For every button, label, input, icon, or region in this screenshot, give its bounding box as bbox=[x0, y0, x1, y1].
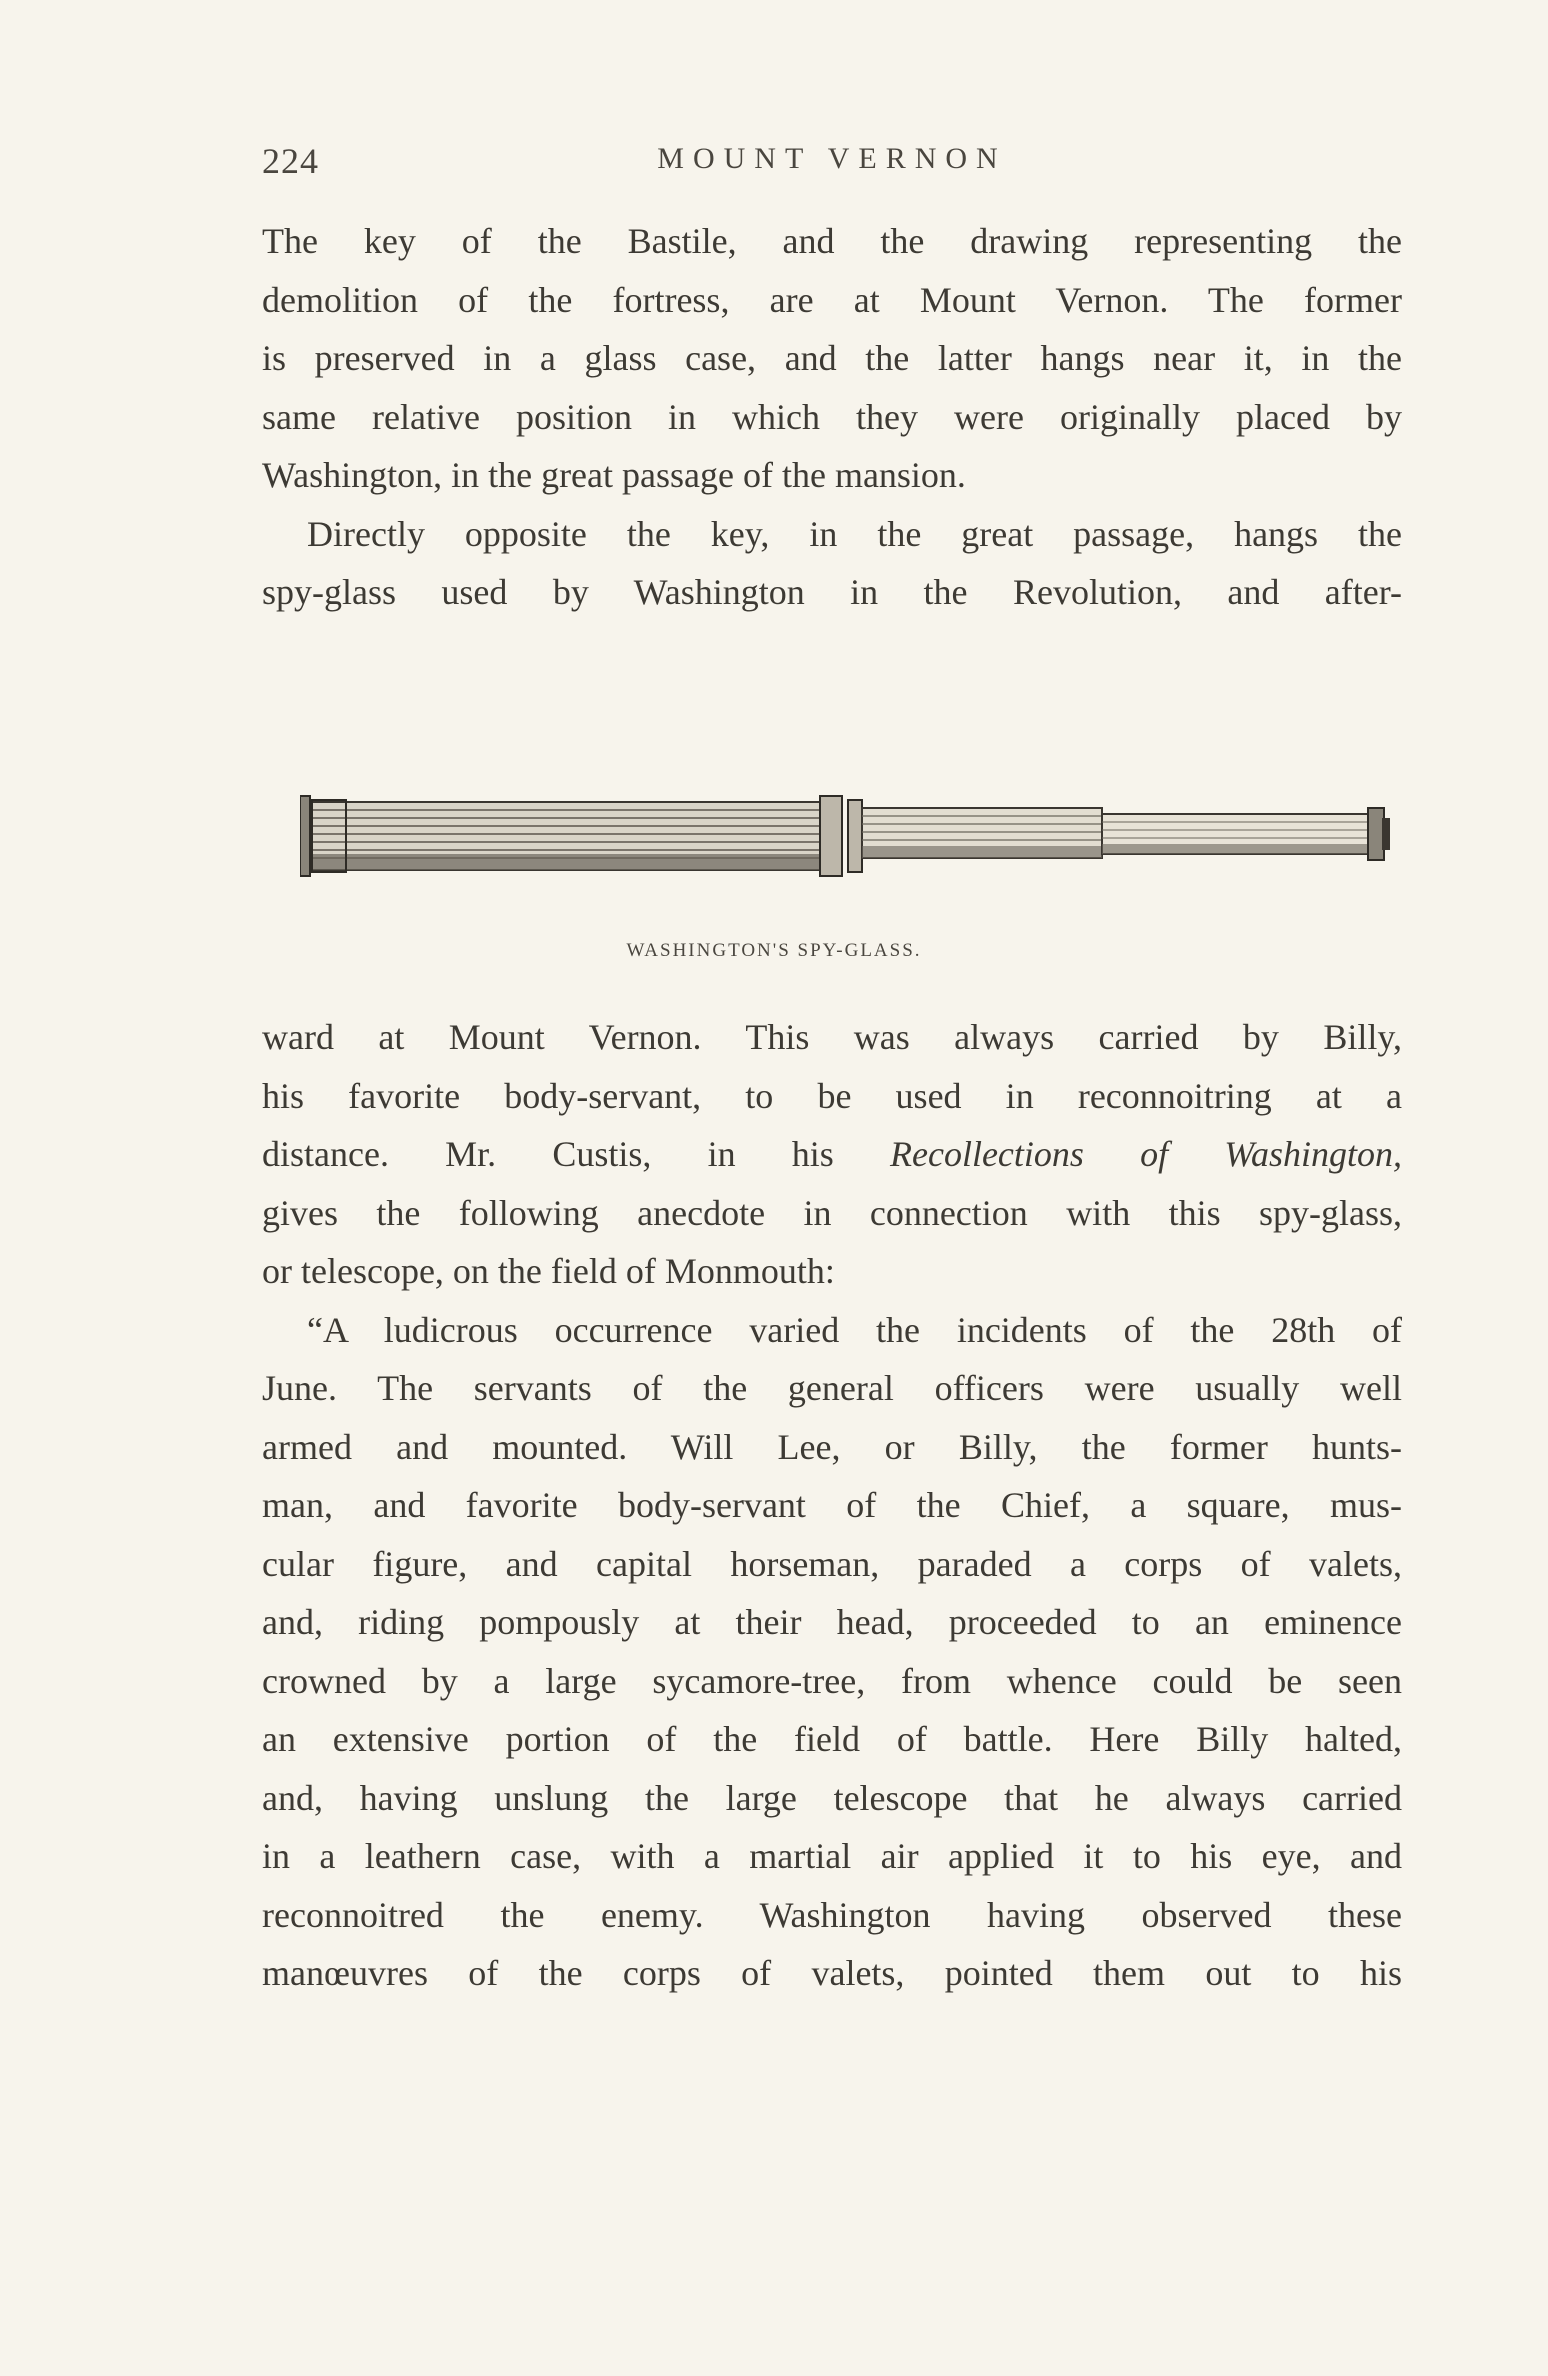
spy-glass-icon bbox=[300, 780, 1390, 890]
figure-caption: WASHINGTON'S SPY-GLASS. bbox=[626, 940, 922, 961]
text-line: spy-glass used by Washington in the Revolution, and after- bbox=[262, 572, 1402, 612]
text-line: or telescope, on the field of Monmouth: bbox=[262, 1251, 835, 1291]
text-line: The key of the Bastile, and the drawing representing the bbox=[262, 221, 1402, 261]
text-line: is preserved in a glass case, and the latter hangs near it, in the bbox=[262, 338, 1402, 378]
text-line: cular figure, and capital horseman, paraded a corps of valets, bbox=[262, 1543, 1402, 1584]
text-line: same relative position in which they were originally placed by bbox=[262, 396, 1402, 437]
text-line: reconnoitred the enemy. Washington having observed these bbox=[262, 1894, 1402, 1935]
text-line bbox=[262, 1125, 1402, 1184]
text-block-top bbox=[262, 212, 1402, 622]
text-fragment: distance. Mr. Custis, in his bbox=[262, 1134, 834, 1174]
text-line: Washington, in the great passage of the mansion. bbox=[262, 455, 966, 495]
paragraph-spy-glass bbox=[262, 505, 1402, 622]
spy-glass-figure bbox=[300, 780, 1390, 890]
text-line: an extensive portion of the field of battle. Here Billy halted, bbox=[262, 1719, 1402, 1759]
text-line: June. The servants of the general officers were usually well bbox=[262, 1368, 1402, 1408]
page-header bbox=[262, 140, 1402, 200]
text-line: man, and favorite body-servant of the Chief, a square, mus- bbox=[262, 1485, 1402, 1525]
page-number: 224 bbox=[262, 141, 319, 181]
text-line: and, riding pompously at their head, proceeded to an eminence bbox=[262, 1602, 1402, 1642]
text-line: gives the following anecdote in connection with this spy-glass, bbox=[262, 1192, 1402, 1233]
book-title: Recollections of Washington, bbox=[890, 1134, 1403, 1174]
text-line: ward at Mount Vernon. This was always carried by Billy, bbox=[262, 1017, 1402, 1057]
text-line: his favorite body-servant, to be used in reconnoitring at a bbox=[262, 1075, 1402, 1116]
text-line: demolition of the fortress, are at Mount Vernon. The former bbox=[262, 279, 1402, 320]
text-line: “A ludicrous occurrence varied the incidents of the 28th of bbox=[307, 1309, 1402, 1350]
text-line: in a leathern case, with a martial air applied it to his eye, and bbox=[262, 1836, 1402, 1876]
text-line: and, having unslung the large telescope that he always carried bbox=[262, 1777, 1402, 1818]
paragraph-billy bbox=[262, 1008, 1402, 1301]
text-block-bottom bbox=[262, 1008, 1402, 2003]
paragraph-quotation bbox=[262, 1301, 1402, 2003]
text-line: Directly opposite the key, in the great passage, hangs the bbox=[307, 513, 1402, 554]
paragraph-bastile-key bbox=[262, 212, 1402, 505]
text-line: crowned by a large sycamore-tree, from whence could be seen bbox=[262, 1660, 1402, 1701]
running-head: MOUNT VERNON bbox=[657, 142, 1007, 175]
text-line: manœuvres of the corps of valets, pointed them out to his bbox=[262, 1953, 1402, 1993]
text-line: armed and mounted. Will Lee, or Billy, the former hunts- bbox=[262, 1426, 1402, 1467]
